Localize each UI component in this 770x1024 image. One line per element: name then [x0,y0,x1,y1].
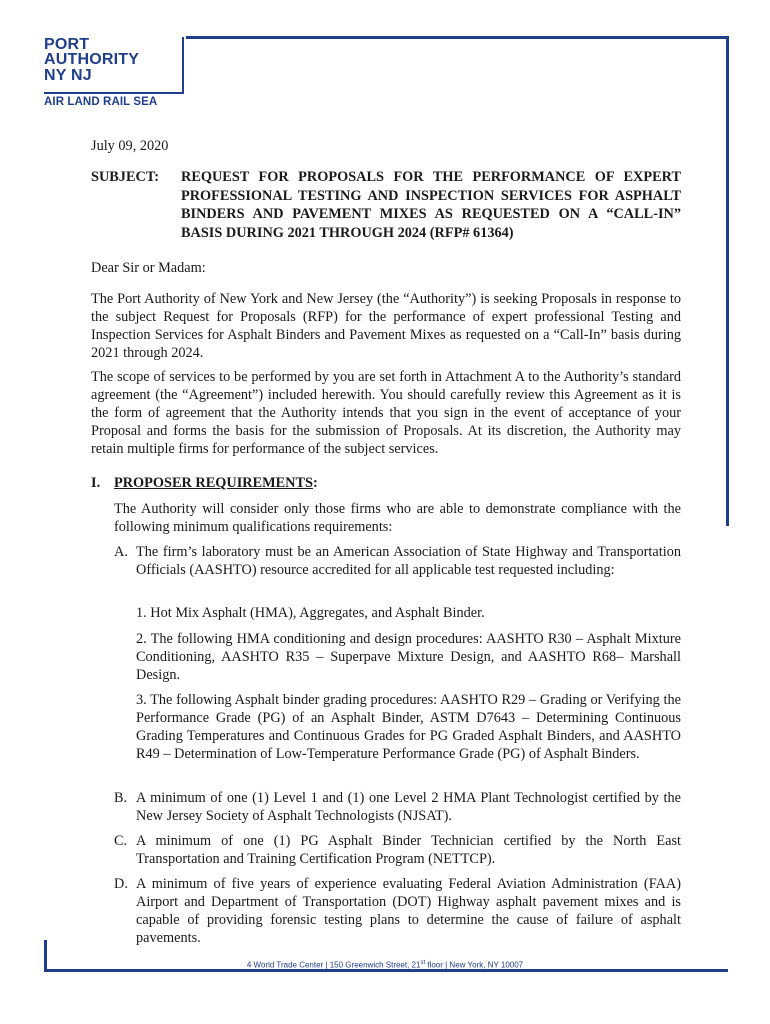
item-d-text: A minimum of five years of experience evaluating Federal Aviation Administration (FAA) Airport and Department of Transportation (DOT) Highway asphalt pavement mixes and is capable of providing forensic testing plans to determine the cause of failure of asphalt pavements. [136,876,681,946]
salutation: Dear Sir or Madam: [91,260,206,276]
footer-address-part1: 4 World Trade Center | 150 Greenwich Street, 21 [246,960,421,970]
section-title-colon: : [313,475,318,491]
footer-address-part2: floor | New York, NY 10007 [425,960,524,970]
subject-text: REQUEST FOR PROPOSALS FOR THE PERFORMANCE OF EXPERT PROFESSIONAL TESTING AND INSPECTION SERVICES FOR ASPHALT BINDERS AND PAVEMENT MIXES AS REQUESTED ON A “CALL-IN” BASIS DURING 2021 THROUGH 2024 (RFP# 61364) [181,169,681,241]
page-frame-right-rule [726,36,729,526]
logo-line-nynj: NY NJ [44,67,92,84]
item-a-subitem-1: 1. Hot Mix Asphalt (HMA), Aggregates, and Asphalt Binder. [136,605,485,621]
item-c-text: A minimum of one (1) PG Asphalt Binder Technician certified by the North East Transportation and Training Certification Program (NETTCP). [136,833,681,867]
paragraph-intro: The Port Authority of New York and New Jersey (the “Authority”) is seeking Proposals in response to the subject Request for Proposals (RFP) for the performance of expert professional Testing and Inspection Services for Asphalt Binders and Pavement Mixes as requested on a “Call-In” basis during 2021 through 2024. [91,291,681,361]
footer-address-sup: st [420,960,426,966]
item-a-subitem-2: 2. The following HMA conditioning and design procedures: AASHTO R30 – Asphalt Mixture Conditioning, AASHTO R35 – Superpave Mixture Design, and AASHTO R68– Marshall Design. [136,631,681,683]
logo-line-authority: AUTHORITY [44,51,140,68]
item-b-letter: B. [114,790,128,806]
logo-line-port: PORT [44,36,90,53]
item-a-letter: A. [114,544,128,560]
section-number: I. [91,475,101,491]
item-c-letter: C. [114,833,128,849]
item-a-text: The firm’s laboratory must be an American Association of State Highway and Transportation Officials (AASHTO) resource accredited for all applicable test requested including: [136,544,681,578]
item-a-subitem-3: 3. The following Asphalt binder grading procedures: AASHTO R29 – Grading or Verifying the Performance Grade (PG) of an Asphalt Binder, ASTM D7643 – Determining Continuous Grading Temperatures and Continuous Grades for PG Graded Asphalt Binders, and AASHTO R49 – Determination of Low-Temperature Performance Grade (PG) of Asphalt Binders. [136,692,681,762]
item-d-letter: D. [114,876,128,892]
subject-label: SUBJECT: [91,169,160,185]
item-b-text: A minimum of one (1) Level 1 and (1) one Level 2 HMA Plant Technologist certified by the New Jersey Society of Asphalt Technologists (NJSAT). [136,790,681,824]
section-title: PROPOSER REQUIREMENTS [114,475,313,491]
section-heading [114,475,318,492]
section-intro: The Authority will consider only those firms who are able to demonstrate compliance with the following minimum qualifications requirements: [114,501,681,535]
logo-tagline: AIR LAND RAIL SEA [44,96,158,108]
footer-address [0,960,770,970]
page-frame-top-rule [186,36,728,39]
paragraph-scope: The scope of services to be performed by you are set forth in Attachment A to the Authority’s standard agreement (the “Agreement”) included herewith. You should carefully review this Agreement as it is the form of agreement that the Authority intends that you sign in the event of acceptance of your Proposal and forms the basis for the submission of Proposals. At its discretion, the Authority may retain multiple firms for performance of the subject services. [91,369,681,457]
letter-date: July 09, 2020 [91,138,169,154]
